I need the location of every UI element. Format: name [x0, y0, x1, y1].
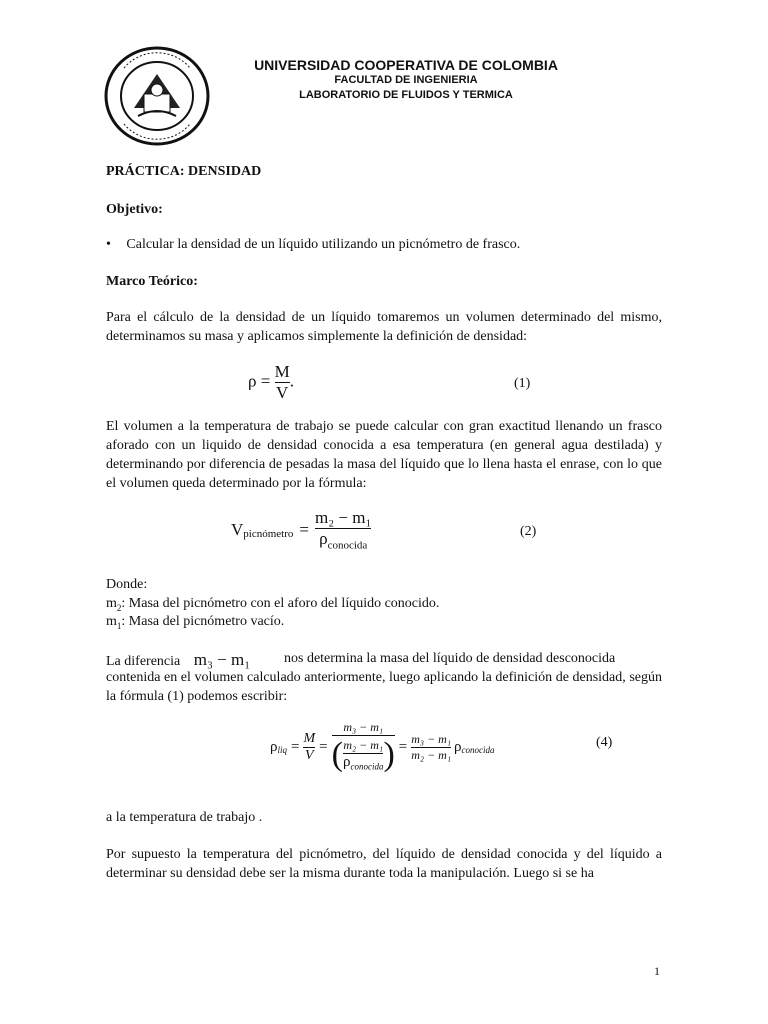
practice-title: PRÁCTICA: DENSIDAD [106, 164, 262, 179]
difference-expression: m₃ − m₁ [193, 650, 251, 669]
theory-paragraph-3: contenida en el volumen calculado anteriormente, luego aplicando la definición de densidad, según la fórmula (1) podemos escribir: [106, 670, 662, 704]
lab-name: LABORATORIO DE FLUIDOS Y TERMICA [299, 89, 513, 101]
theory-heading: Marco Teórico: [106, 274, 198, 289]
m1-definition: $m_1$: Masa del picnómetro vacío. [106, 614, 285, 631]
donde-label: Donde: [106, 577, 148, 592]
university-name: UNIVERSIDAD COOPERATIVA DE COLOMBIA [254, 57, 558, 73]
objective-item: Calcular la densidad de un líquido utilizando un picnómetro de frasco. [126, 237, 521, 252]
objective-heading: Objetivo: [106, 202, 163, 217]
equation-4: ρ $_{liq}$ = $\frac{M}{V}$ = m₃ − m₁ ( $\frac{\text{m₂ − m₁}}{\rho_{conocida}}$ ) = $\frac{\text{m₃ − m₁}}{\text{m₂ − m₁}}$ ρ $_{conocida}$ [270, 720, 495, 773]
university-logo [104, 46, 210, 146]
bullet-icon: • [106, 237, 111, 252]
theory-paragraph-2: El volumen a la temperatura de trabajo se puede calcular con gran exactitud llenando un frasco aforado con un liquido de densidad conocida a esa temperatura (en general agua destilada) y determinando por diferencia de pesadas la masa del líquido que lo llena hasta el enrase, con lo que el volumen queda determinado por la fórmula: [106, 419, 662, 491]
equation-4-number: (4) [596, 735, 613, 750]
theory-paragraph-5: Por supuesto la temperatura del picnómetro, del líquido de densidad conocida y del líquido a determinar su densidad debe ser la misma durante toda la manipulación. Luego si se ha [106, 847, 662, 881]
equation-1: ρ = $\frac{M}{V}$ . [248, 362, 294, 402]
theory-paragraph-1: Para el cálculo de la densidad de un líquido tomaremos un volumen determinado del mismo, determinamos su masa y aplicamos simplemente la definición de densidad: [106, 310, 662, 344]
equation-2-number: (2) [520, 524, 537, 539]
theory-paragraph-4: a la temperatura de trabajo . [106, 810, 263, 825]
objective-bullet-list [106, 237, 520, 253]
faculty-name: FACULTAD DE INGENIERIA [334, 74, 478, 86]
equation-1-number: (1) [514, 376, 531, 391]
equation-2: V $_{picnómetro}$ = $\frac{\text{m₂ − m₁}}{\rho_{conocida}}$ [231, 508, 372, 552]
page-number: 1 [654, 964, 660, 978]
m2-definition: $m_2$: Masa del picnómetro con el aforo del líquido conocido. [106, 596, 440, 613]
theory-paragraph-3-line1: La diferencia m₃ − m₁ nos determina la masa del líquido de densidad desconocida [106, 650, 616, 669]
